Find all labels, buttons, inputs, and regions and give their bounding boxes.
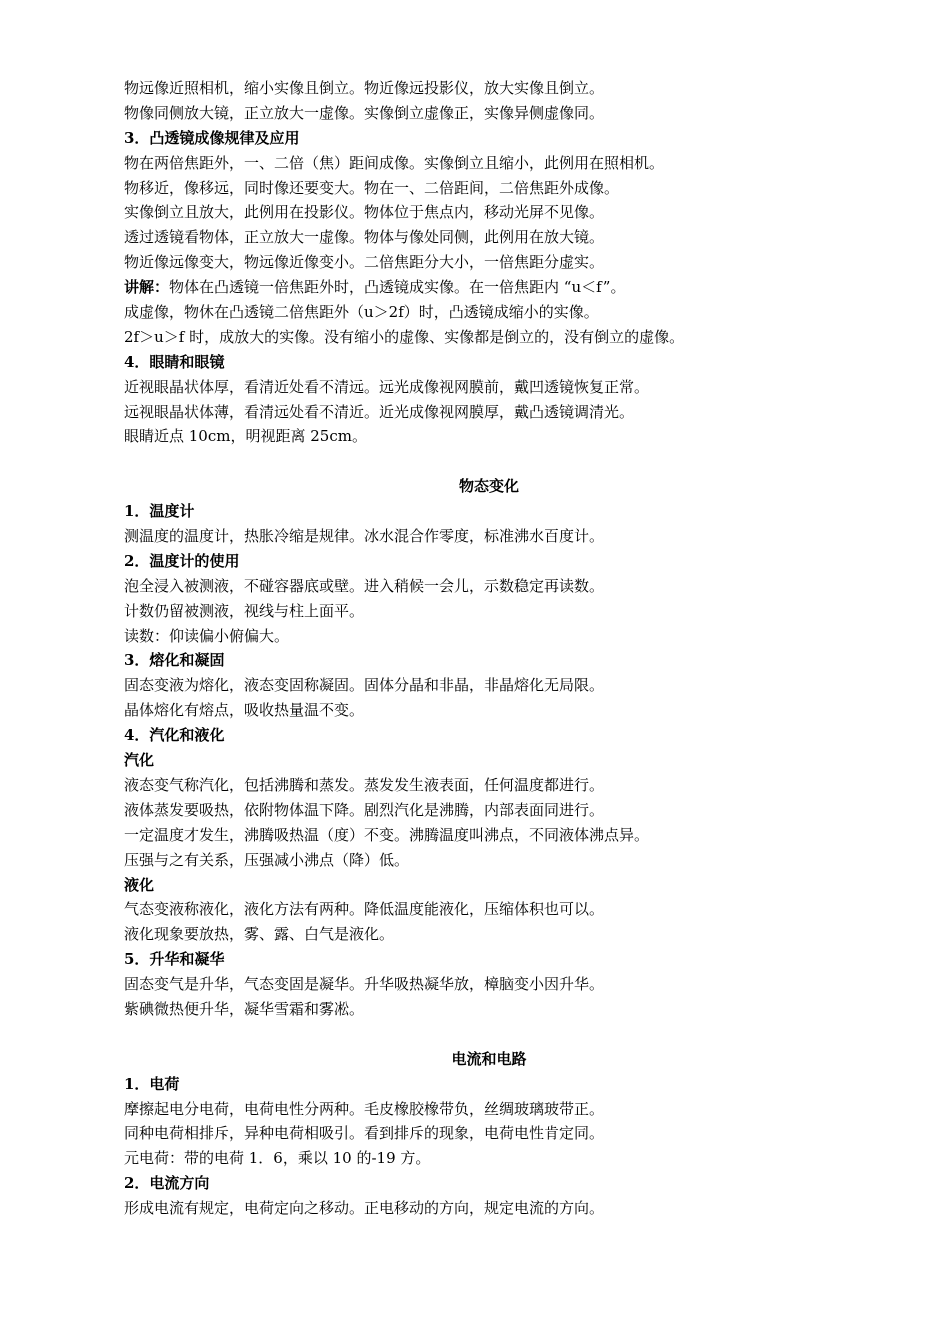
section-spacer: [124, 449, 824, 474]
text-line: 成虚像，物休在凸透镜二倍焦距外（u＞2f）时，凸透镜成缩小的实像。: [124, 303, 599, 322]
text-line: 测温度的温度计，热胀冷缩是规律。冰水混合作零度，标准沸水百度计。: [124, 527, 605, 546]
section-heading: 汽化: [124, 751, 155, 770]
document-section: [124, 76, 824, 449]
document-section: [124, 1022, 824, 1221]
section-heading: 1．温度计: [124, 502, 195, 521]
text-line: 压强与之有关系，压强减小沸点（降）低。: [124, 850, 410, 869]
section-heading: 2．温度计的使用: [124, 551, 240, 570]
section-title: 电流和电路: [451, 1049, 527, 1068]
section-title: 物态变化: [458, 477, 519, 496]
text-line: 液体蒸发要吸热，依附物体温下降。剧烈汽化是沸腾，内部表面同进行。: [124, 800, 605, 819]
text-line: 一定温度才发生，沸腾吸热温（度）不变。沸腾温度叫沸点，不同液体沸点异。: [124, 825, 650, 844]
text-line: 固态变气是升华，气态变固是凝华。升华吸热凝华放，樟脑变小因升华。: [124, 975, 605, 994]
text-line: 气态变液称液化，液化方法有两种。降低温度能液化，压缩体积也可以。: [124, 900, 605, 919]
text-line: 同种电荷相排斥，异种电荷相吸引。看到排斥的现象，电荷电性肯定同。: [124, 1124, 605, 1143]
text-line: 实像倒立且放大，此例用在投影仪。物体位于焦点内，移动光屏不见像。: [124, 203, 605, 222]
text-line: 泡全浸入被测液，不碰容器底或壁。进入稍候一会儿，示数稳定再读数。: [124, 576, 605, 595]
section-heading: 1．电荷: [124, 1074, 180, 1093]
text-line: 液态变气称汽化，包括沸腾和蒸发。蒸发发生液表面，任何温度都进行。: [124, 775, 605, 794]
text-line: 形成电流有规定，电荷定向之移动。正电移动的方向，规定电流的方向。: [124, 1199, 605, 1218]
explanation-text: 物体在凸透镜一倍焦距外时，凸透镜成实像。在一倍焦距内 “u＜f”。: [169, 278, 626, 297]
section-heading: 3．熔化和凝固: [124, 651, 225, 670]
text-line: 液化现象要放热，雾、露、白气是液化。: [124, 925, 395, 944]
section-heading: 4．汽化和液化: [124, 726, 225, 745]
text-line: 透过透镜看物体，正立放大一虚像。物体与像处同侧，此例用在放大镜。: [124, 228, 605, 247]
explanation-line: [124, 275, 824, 300]
text-line: 物在两倍焦距外，一、二倍（焦）距间成像。实像倒立且缩小，此例用在照相机。: [124, 153, 665, 172]
text-line: 读数：仰读偏小俯偏大。: [124, 626, 290, 645]
text-line: 2f＞u＞f 时，成放大的实像。没有缩小的虚像、实像都是倒立的，没有倒立的虚像。: [124, 327, 685, 346]
text-line: 眼睛近点 10cm，明视距离 25cm。: [124, 427, 367, 446]
text-line: 固态变液为熔化，液态变固称凝固。固体分晶和非晶，非晶熔化无局限。: [124, 676, 605, 695]
section-heading: 液化: [124, 875, 155, 894]
text-line: 计数仍留被测液，视线与柱上面平。: [124, 601, 365, 620]
section-spacer: [124, 1022, 824, 1047]
text-line: 元电荷：带的电荷 1．6，乘以 10 的-19 方。: [124, 1149, 431, 1168]
text-line: 物像同侧放大镜，正立放大一虚像。实像倒立虚像正，实像异侧虚像同。: [124, 103, 605, 122]
text-line: 近视眼晶状体厚，看清近处看不清远。远光成像视网膜前，戴凹透镜恢复正常。: [124, 377, 650, 396]
text-line: 远视眼晶状体薄，看清远处看不清近。近光成像视网膜厚，戴凸透镜调清光。: [124, 402, 635, 421]
text-line: 晶体熔化有熔点，吸收热量温不变。: [124, 701, 365, 720]
explanation-label: 讲解：: [124, 278, 170, 297]
section-heading: 3．凸透镜成像规律及应用: [124, 128, 300, 147]
section-heading: 2．电流方向: [124, 1174, 210, 1193]
text-line: 摩擦起电分电荷，电荷电性分两种。毛皮橡胶橡带负，丝绸玻璃玻带正。: [124, 1099, 605, 1118]
text-line: 紫碘微热便升华，凝华雪霜和雾凇。: [124, 999, 365, 1018]
text-line: 物近像远像变大，物远像近像变小。二倍焦距分大小，一倍焦距分虚实。: [124, 253, 605, 272]
section-heading: 5．升华和凝华: [124, 950, 225, 969]
text-line: 物移近，像移远，同时像还要变大。物在一、二倍距间，二倍焦距外成像。: [124, 178, 620, 197]
section-heading: 4．眼睛和眼镜: [124, 352, 225, 371]
document-section: [124, 449, 824, 1021]
text-line: 物远像近照相机，缩小实像且倒立。物近像远投影仪，放大实像且倒立。: [124, 79, 605, 97]
document-body: [124, 76, 824, 1221]
